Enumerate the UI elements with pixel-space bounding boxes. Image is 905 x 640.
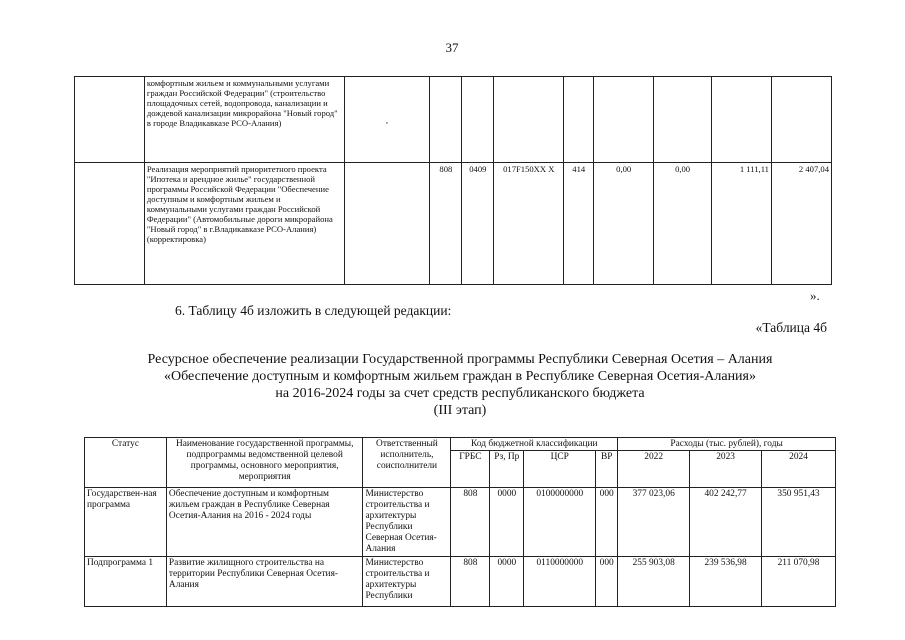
- header-status: Статус: [85, 438, 167, 488]
- cell-grbs: [430, 77, 462, 163]
- title-line: «Обеспечение доступным и комфортным жильем граждан в Республике Северная Осетия-Алания»: [164, 369, 756, 384]
- cell-vr: [564, 77, 594, 163]
- cell-rz: 0000: [490, 488, 524, 557]
- cell-csr: 0110000000: [524, 557, 596, 607]
- amendment-instruction: 6. Таблицу 4б изложить в следующей редакции:: [175, 303, 452, 318]
- resource-table: [84, 437, 836, 607]
- cell-csr: 017F150XX X: [494, 163, 564, 285]
- cell-vr: 000: [596, 557, 618, 607]
- page-number: 37: [445, 40, 459, 55]
- cell-name: Развитие жилищного строительства на территории Республики Северная Осетия-Алания: [166, 557, 363, 607]
- table-row: [75, 77, 832, 163]
- cell-value: 402 242,77: [690, 488, 762, 557]
- table-label: «Таблица 4б: [755, 320, 827, 335]
- header-responsible: Ответственный исполнитель, соисполнители: [363, 438, 451, 488]
- header-row: [85, 438, 836, 451]
- header-year: 2022: [618, 451, 690, 488]
- table-row: [75, 163, 832, 285]
- cell-value: 377 023,06: [618, 488, 690, 557]
- cell-responsible: Министерство строительства и архитектуры Республики Северная Осетия-Алания: [363, 488, 451, 557]
- cell-value: 211 070,98: [762, 557, 836, 607]
- cell-grbs: 808: [451, 557, 490, 607]
- cell-responsible: Министерство строительства и архитектуры Республики: [363, 557, 451, 607]
- header-vr: ВР: [596, 451, 618, 488]
- document-title: [90, 351, 830, 419]
- cell-value: 255 903,08: [618, 557, 690, 607]
- cell-value: 1 111,11: [712, 163, 772, 285]
- header-code-group: Код бюджетной классификации: [451, 438, 618, 451]
- cell-vr: 414: [564, 163, 594, 285]
- cell-grbs: 808: [451, 488, 490, 557]
- header-name: Наименование государственной программы, подпрограммы ведомственной целевой программы, основного мероприятия, мероприятия: [166, 438, 363, 488]
- cell-status: Государствен-ная программа: [85, 488, 167, 557]
- cell-value: [594, 77, 654, 163]
- table-row: [85, 488, 836, 557]
- cell-csr: 0100000000: [524, 488, 596, 557]
- cell-grbs: 808: [430, 163, 462, 285]
- header-year: 2023: [690, 451, 762, 488]
- cell-name: Обеспечение доступным и комфортным жильем граждан в Республике Северная Осетия-Алания на 2016 - 2024 годы: [166, 488, 363, 557]
- cell-vr: 000: [596, 488, 618, 557]
- table-row: [85, 557, 836, 607]
- row-mark: ,: [344, 77, 430, 163]
- header-expense-group: Расходы (тыс. рублей), годы: [618, 438, 836, 451]
- cell-value: [771, 77, 831, 163]
- title-line: на 2016-2024 годы за счет средств республиканского бюджета: [275, 386, 645, 401]
- cell-csr: [494, 77, 564, 163]
- closing-quote: ».: [810, 288, 820, 303]
- cell-value: 0,00: [594, 163, 654, 285]
- cell-rz: 0409: [462, 163, 494, 285]
- title-line: (III этап): [433, 403, 487, 418]
- cell-value: [712, 77, 772, 163]
- cell-value: 2 407,04: [771, 163, 831, 285]
- header-grbs: ГРБС: [451, 451, 490, 488]
- cell-value: 239 536,98: [690, 557, 762, 607]
- continuation-table: [74, 76, 832, 285]
- header-csr: ЦСР: [524, 451, 596, 488]
- cell-rz: [462, 77, 494, 163]
- cell-value: 0,00: [654, 163, 712, 285]
- cell-status: Подпрограмма 1: [85, 557, 167, 607]
- row-name: Реализация мероприятий приоритетного проекта "Ипотека и арендное жилье" государственной программы Российской Федерации "Обеспечение доступным и комфортным жильем и коммунальными услугами граждан Российской Федерации" (Автомобильные дороги микрорайона "Новый город" в г.Владикавказе РСО-Алания) (корректировка): [144, 163, 344, 285]
- header-rz: Рз, Пр: [490, 451, 524, 488]
- row-mark: [344, 163, 430, 285]
- header-year: 2024: [762, 451, 836, 488]
- cell-rz: 0000: [490, 557, 524, 607]
- cell-value: 350 951,43: [762, 488, 836, 557]
- row-name: комфортным жильем и коммунальными услугами граждан Российской Федерации" (строительство площадочных сетей, водопровода, канализации и дождевой канализации микрорайона "Новый город" в городе Владикавказе РСО-Алания): [144, 77, 344, 163]
- title-line: Ресурсное обеспечение реализации Государственной программы Республики Северная Осетия – Алания: [147, 352, 773, 367]
- cell-value: [654, 77, 712, 163]
